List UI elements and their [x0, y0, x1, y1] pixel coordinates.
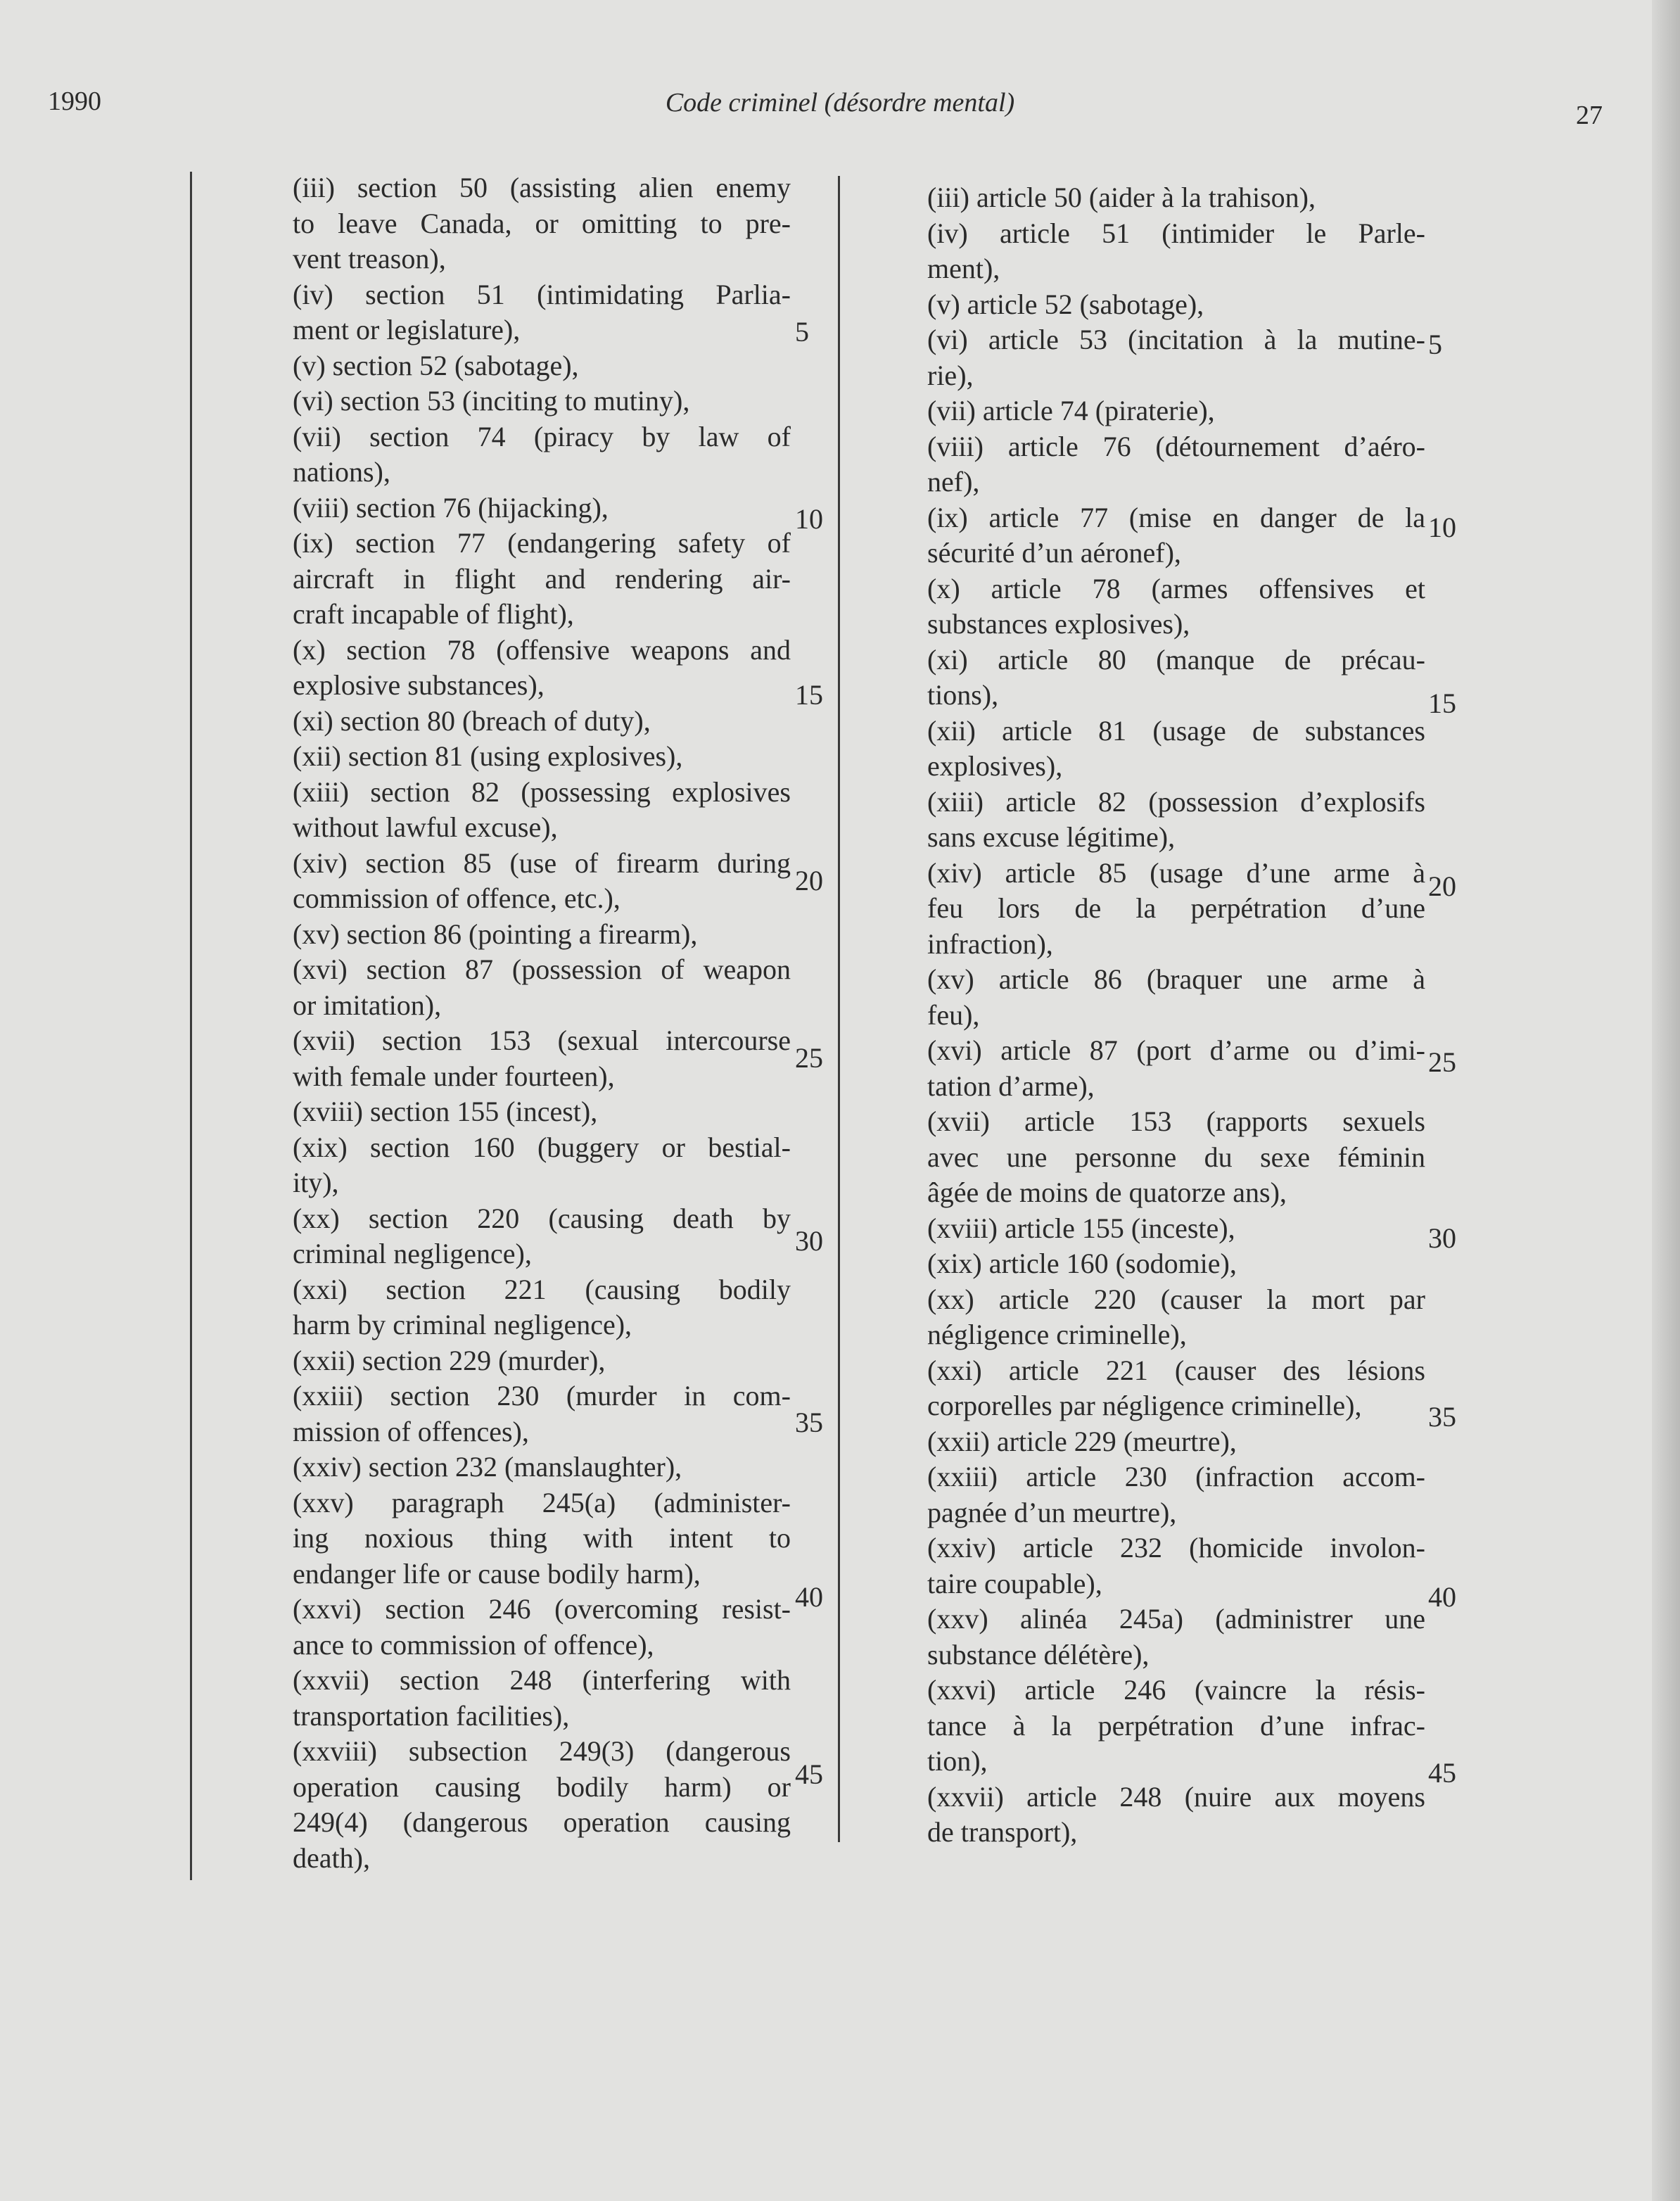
french-entry-line: ment),	[927, 253, 1000, 284]
english-entry-line: (xix) section 160 (buggery or bestial-	[293, 1131, 791, 1163]
french-text-column	[927, 180, 1425, 1851]
french-entry-line: avec une personne du sexe féminin	[927, 1141, 1425, 1173]
english-entry	[293, 633, 791, 704]
english-entry	[293, 1592, 791, 1663]
header-year: 1990	[48, 87, 101, 116]
french-entry-line: (vi) article 53 (incitation à la mutine-	[927, 324, 1425, 355]
english-entry-line: transportation facilities),	[293, 1699, 570, 1732]
english-entry-line: death),	[293, 1841, 370, 1874]
english-entry-line: (xvi) section 87 (possession of weapon	[293, 953, 791, 985]
french-entry-line: (xii) article 81 (usage de substances	[927, 714, 1425, 747]
english-entry-line: without lawful excuse),	[293, 811, 558, 843]
french-entry	[927, 713, 1425, 785]
english-entry-line: (xiii) section 82 (possessing explosives	[293, 775, 791, 808]
french-entry	[927, 856, 1425, 963]
english-entry	[293, 704, 791, 740]
english-entry-line: craft incapable of flight),	[293, 598, 574, 630]
english-entry-line: or imitation),	[293, 989, 442, 1021]
french-entry-line: (xviii) article 155 (inceste),	[927, 1212, 1235, 1244]
column-divider-rule	[838, 176, 840, 1842]
english-entry-line: commission of offence, etc.),	[293, 882, 621, 914]
english-line-number: 25	[795, 1042, 823, 1074]
french-entry	[927, 571, 1425, 642]
french-entry	[927, 1033, 1425, 1104]
english-entry-line: (viii) section 76 (hijacking),	[293, 491, 609, 524]
english-entry-line: (iii) section 50 (assisting alien enemy	[293, 172, 791, 203]
english-entry-line: (ix) section 77 (endangering safety of	[293, 527, 791, 559]
english-entry	[293, 1094, 791, 1130]
english-entry	[293, 1378, 791, 1450]
english-entry-line: vent treason),	[293, 243, 446, 274]
english-entry-line: to leave Canada, or omitting to pre-	[293, 207, 791, 239]
french-entry	[927, 180, 1425, 216]
english-line-number: 5	[795, 316, 809, 348]
french-entry	[927, 1780, 1425, 1851]
french-entry-line: (iv) article 51 (intimider le Parle-	[927, 217, 1425, 249]
english-entry-line: (xii) section 81 (using explosives),	[293, 740, 683, 772]
french-entry-line: tance à la perpétration d’une infrac-	[927, 1709, 1425, 1742]
french-entry-line: sécurité d’un aéronef),	[927, 537, 1181, 569]
french-entry-line: substance délétère),	[927, 1638, 1150, 1670]
english-entry	[293, 846, 791, 917]
english-entry-line: ity),	[293, 1167, 339, 1198]
english-entry	[293, 1343, 791, 1379]
french-entry	[927, 1104, 1425, 1211]
english-entry-line: nations),	[293, 456, 390, 488]
french-entry-line: (xv) article 86 (braquer une arme à	[927, 963, 1425, 995]
french-entry	[927, 1601, 1425, 1673]
english-entry	[293, 1023, 791, 1094]
french-line-number: 25	[1428, 1046, 1456, 1078]
french-line-number: 15	[1428, 687, 1456, 719]
english-entry-line: criminal negligence),	[293, 1238, 532, 1269]
english-entry-line: (xxvii) section 248 (interfering with	[293, 1664, 791, 1696]
french-entry-line: (viii) article 76 (détournement d’aéro-	[927, 430, 1425, 462]
french-line-number: 40	[1428, 1581, 1456, 1613]
english-line-number: 30	[795, 1225, 823, 1257]
french-entry-line: négligence criminelle),	[927, 1319, 1187, 1350]
english-entry-line: operation causing bodily harm) or	[293, 1770, 791, 1803]
english-entry-line: (xx) section 220 (causing death by	[293, 1202, 791, 1234]
english-line-number: 20	[795, 865, 823, 896]
english-entry-line: ing noxious thing with intent to	[293, 1522, 791, 1554]
english-entry-line: (x) section 78 (offensive weapons and	[293, 633, 791, 666]
french-entry-line: sans excuse légitime),	[927, 821, 1176, 853]
english-entry-line: (v) section 52 (sabotage),	[293, 349, 579, 381]
french-entry-line: pagnée d’un meurtre),	[927, 1496, 1177, 1528]
french-entry-line: (ix) article 77 (mise en danger de la	[927, 501, 1425, 533]
english-entry-line: ment or legislature),	[293, 314, 521, 345]
english-entry-line: (xiv) section 85 (use of firearm during	[293, 846, 791, 879]
french-entry-line: (xiv) article 85 (usage d’une arme à	[927, 856, 1425, 889]
french-entry	[927, 500, 1425, 571]
french-entry	[927, 1424, 1425, 1460]
english-entry-line: (xxvi) section 246 (overcoming resist-	[293, 1593, 791, 1625]
english-entry-line: (xxviii) subsection 249(3) (dangerous	[293, 1735, 791, 1767]
french-entry-line: (xxiv) article 232 (homicide involon-	[927, 1532, 1425, 1563]
french-entry-line: rie),	[927, 359, 974, 391]
french-entry-line: infraction),	[927, 927, 1053, 960]
english-entry	[293, 1272, 791, 1343]
french-entry	[927, 962, 1425, 1033]
english-entry-line: 249(4) (dangerous operation causing	[293, 1806, 791, 1838]
english-line-number: 15	[795, 679, 823, 711]
french-entry	[927, 429, 1425, 500]
english-line-number: 10	[795, 503, 823, 535]
english-line-number: 45	[795, 1758, 823, 1790]
french-entry-line: tion),	[927, 1745, 988, 1777]
french-entry	[927, 1211, 1425, 1247]
french-entry	[927, 785, 1425, 856]
english-entry-line: (vi) section 53 (inciting to mutiny),	[293, 385, 690, 417]
french-entry-line: (xxv) alinéa 245a) (administrer une	[927, 1603, 1425, 1635]
english-entry-line: ance to commission of offence),	[293, 1628, 654, 1661]
english-entry	[293, 348, 791, 384]
english-entry-line: (xi) section 80 (breach of duty),	[293, 704, 651, 737]
english-entry-line: (xxiii) section 230 (murder in com-	[293, 1380, 791, 1412]
french-entry	[927, 1353, 1425, 1424]
french-entry-line: explosives),	[927, 750, 1063, 782]
english-entry-line: (xvii) section 153 (sexual intercourse	[293, 1025, 791, 1056]
english-entry	[293, 917, 791, 953]
french-entry-line: (xxi) article 221 (causer des lésions	[927, 1354, 1425, 1386]
french-entry-line: (xiii) article 82 (possession d’explosifs	[927, 785, 1425, 818]
english-entry-line: (xxv) paragraph 245(a) (administer-	[293, 1486, 791, 1518]
french-entry-line: de transport),	[927, 1816, 1078, 1848]
english-entry-line: aircraft in flight and rendering air-	[293, 562, 791, 595]
english-line-number: 35	[795, 1407, 823, 1438]
english-entry	[293, 1130, 791, 1201]
french-line-number: 10	[1428, 512, 1456, 543]
english-entry-line: with female under fourteen),	[293, 1060, 615, 1092]
french-entry-line: (xxiii) article 230 (infraction accom-	[927, 1461, 1425, 1492]
french-entry-line: feu lors de la perpétration d’une	[927, 892, 1425, 924]
french-entry-line: (xxii) article 229 (meurtre),	[927, 1425, 1237, 1457]
french-entry-line: (iii) article 50 (aider à la trahison),	[927, 182, 1316, 213]
french-entry-line: (xvi) article 87 (port d’arme ou d’imi-	[927, 1034, 1425, 1066]
english-entry-line: (xxii) section 229 (murder),	[293, 1344, 606, 1376]
french-entry	[927, 1282, 1425, 1353]
french-entry	[927, 322, 1425, 393]
french-entry-line: (v) article 52 (sabotage),	[927, 288, 1204, 320]
french-entry	[927, 287, 1425, 323]
french-line-number: 35	[1428, 1401, 1456, 1433]
french-entry-line: (xi) article 80 (manque de précau-	[927, 643, 1425, 675]
french-entry	[927, 1246, 1425, 1282]
english-entry	[293, 277, 791, 348]
french-entry	[927, 393, 1425, 429]
english-entry-line: (xxi) section 221 (causing bodily	[293, 1273, 791, 1305]
french-entry-line: feu),	[927, 998, 980, 1031]
english-entry-line: endanger life or cause bodily harm),	[293, 1557, 701, 1590]
english-entry-line: explosive substances),	[293, 669, 545, 701]
margin-rule-left	[190, 172, 192, 1880]
french-line-number: 45	[1428, 1757, 1456, 1789]
english-entry	[293, 739, 791, 775]
french-entry-line: (xvii) article 153 (rapports sexuels	[927, 1105, 1425, 1137]
english-entry-line: mission of offences),	[293, 1415, 529, 1447]
french-entry	[927, 1530, 1425, 1601]
french-entry	[927, 216, 1425, 287]
page-edge-shadow	[1652, 0, 1680, 2201]
page-number: 27	[1576, 101, 1603, 130]
english-entry-line: harm by criminal negligence),	[293, 1309, 632, 1340]
english-entry	[293, 1663, 791, 1734]
french-line-number: 30	[1428, 1222, 1456, 1254]
english-entry	[293, 1734, 791, 1876]
french-entry-line: tation d’arme),	[927, 1070, 1095, 1102]
english-entry	[293, 952, 791, 1023]
english-entry-line: (xv) section 86 (pointing a firearm),	[293, 918, 698, 950]
french-entry	[927, 1459, 1425, 1530]
english-line-number: 40	[795, 1581, 823, 1613]
header-title: Code criminel (désordre mental)	[665, 88, 1015, 118]
french-entry	[927, 642, 1425, 713]
french-entry-line: nef),	[927, 466, 980, 497]
english-entry-line: (iv) section 51 (intimidating Parlia-	[293, 278, 791, 310]
english-entry	[293, 1201, 791, 1272]
english-entry-line: (xviii) section 155 (incest),	[293, 1096, 598, 1127]
french-entry-line: corporelles par négligence criminelle),	[927, 1390, 1362, 1421]
french-entry-line: (xxvi) article 246 (vaincre la résis-	[927, 1674, 1425, 1706]
english-entry	[293, 1485, 791, 1592]
english-entry	[293, 490, 791, 526]
french-line-number: 5	[1428, 329, 1442, 360]
french-entry-line: tions),	[927, 679, 999, 711]
french-entry-line: (xxvii) article 248 (nuire aux moyens	[927, 1780, 1425, 1813]
english-entry	[293, 170, 791, 277]
english-text-column	[293, 170, 791, 1876]
english-entry	[293, 775, 791, 846]
french-entry-line: (xix) article 160 (sodomie),	[927, 1248, 1237, 1279]
french-entry	[927, 1673, 1425, 1780]
french-entry-line: (vii) article 74 (piraterie),	[927, 395, 1215, 426]
french-entry-line: substances explosives),	[927, 608, 1190, 640]
french-line-number: 20	[1428, 870, 1456, 902]
french-entry-line: taire coupable),	[927, 1567, 1102, 1599]
french-entry-line: âgée de moins de quatorze ans),	[927, 1176, 1287, 1208]
french-entry-line: (xx) article 220 (causer la mort par	[927, 1283, 1425, 1315]
french-entry-line: (x) article 78 (armes offensives et	[927, 572, 1425, 604]
english-entry	[293, 419, 791, 490]
english-entry-line: (vii) section 74 (piracy by law of	[293, 420, 791, 452]
english-entry-line: (xxiv) section 232 (manslaughter),	[293, 1451, 682, 1483]
english-entry	[293, 383, 791, 419]
english-entry	[293, 1450, 791, 1485]
english-entry	[293, 526, 791, 633]
